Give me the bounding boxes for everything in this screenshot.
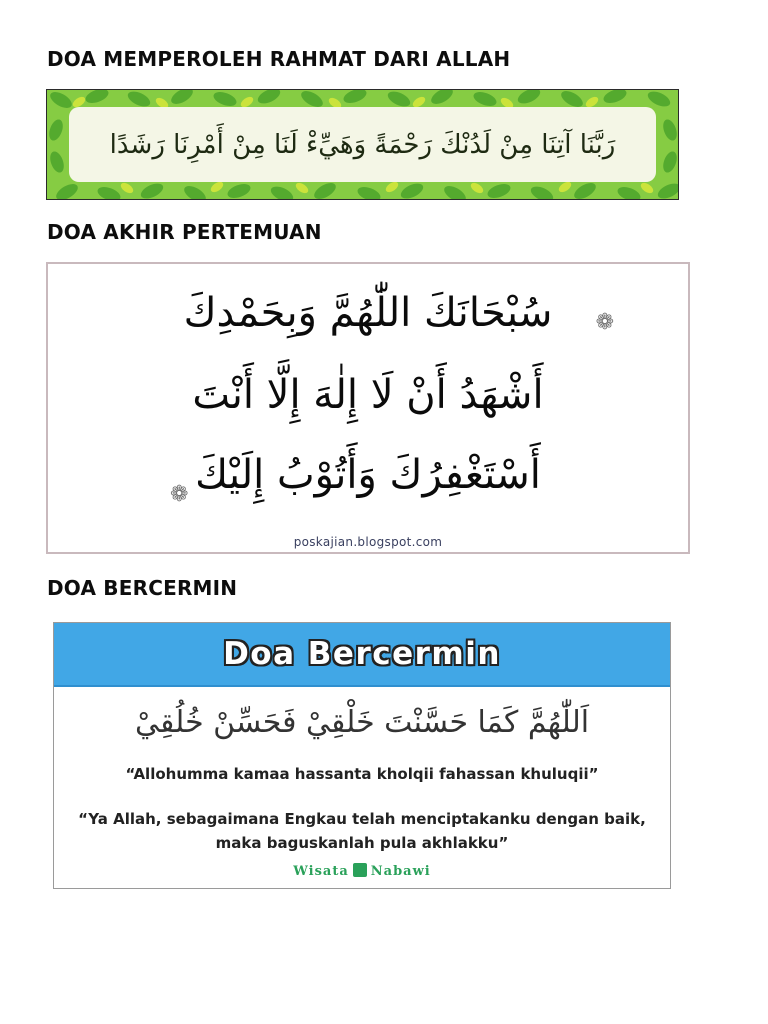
translation-line-1: “Ya Allah, sebagaimana Engkau telah menciptakanku dengan baik, (78, 810, 646, 828)
banner (54, 623, 670, 687)
banner-title: Doa Bercermin (223, 636, 501, 672)
brand-right: Nabawi (370, 864, 431, 879)
doa-line-3: أَسْتَغْفِرُكَ وَأَتُوْبُ إِلَيْكَ (195, 452, 541, 498)
mosque-icon (353, 863, 367, 877)
doa-line-2: أَشْهَدُ أَنْ لَا إِلٰهَ إِلَّا أَنْتَ (192, 372, 544, 418)
translation-line-2: maka baguskanlah pula akhlakku” (215, 834, 509, 852)
section-heading-bercermin: DOA BERCERMIN (47, 576, 238, 600)
translation (54, 807, 670, 855)
section-heading-akhir-pertemuan: DOA AKHIR PERTEMUAN (47, 220, 322, 244)
doa-akhir-pertemuan-image (46, 262, 690, 554)
doa-rahmat-image (46, 89, 679, 200)
doa-rahmat-panel (69, 107, 656, 182)
doa-line-1: سُبْحَانَكَ اللّٰهُمَّ وَبِحَمْدِكَ (183, 290, 553, 336)
section-heading-rahmat: DOA MEMPEROLEH RAHMAT DARI ALLAH (47, 47, 511, 71)
image-credit: poskajian.blogspot.com (293, 535, 443, 549)
ornament-left-icon: ❁ (170, 482, 189, 507)
ornament-right-icon: ❁ (595, 310, 614, 335)
doa-rahmat-arabic: رَبَّنَا آتِنَا مِنْ لَدُنْكَ رَحْمَةً وَهَيِّءْ لَنَا مِنْ أَمْرِنَا رَشَدًا (109, 129, 616, 160)
doa-bercermin-arabic: اَللّٰهُمَّ كَمَا حَسَّنْتَ خَلْقِيْ فَحَسِّنْ خُلُقِيْ (134, 705, 590, 740)
brand-left: Wisata (293, 864, 349, 879)
transliteration: “Allohumma kamaa hassanta kholqii fahassan khuluqii” (125, 765, 599, 783)
brand-logo (54, 863, 670, 879)
doa-bercermin-card (53, 622, 671, 889)
